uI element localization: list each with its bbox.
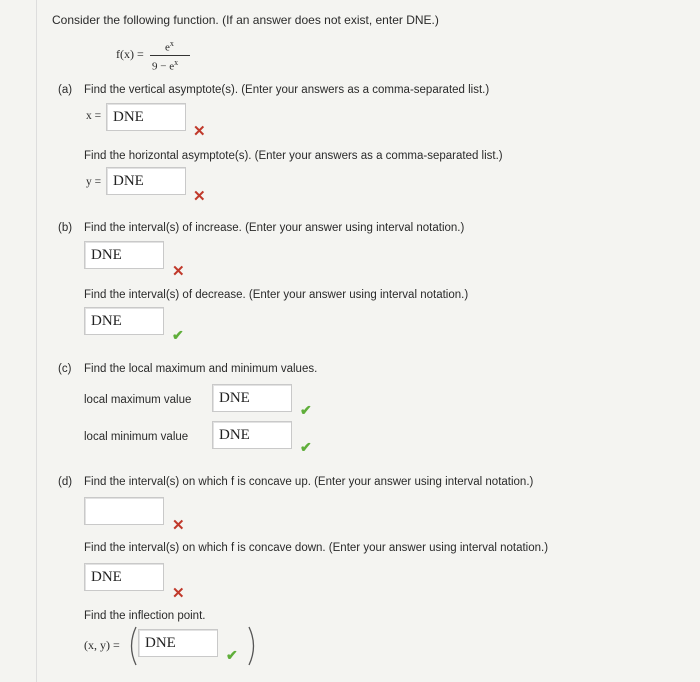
vertical-var-label: x =: [86, 110, 102, 122]
inflection-question: Find the inflection point.: [84, 610, 206, 622]
function-numerator: $e^x$: [165, 39, 174, 54]
local-max-label: local maximum value: [84, 394, 192, 406]
increase-wrong-icon: ✕: [172, 263, 185, 280]
local-max-correct-icon: ✔: [300, 402, 312, 418]
increase-question: Find the interval(s) of increase. (Enter your answer using interval notation.): [84, 222, 465, 234]
intro-text: Consider the following function. (If an answer does not exist, enter DNE.): [52, 13, 439, 27]
concave-up-input[interactable]: [84, 497, 164, 525]
right-paren-icon: [247, 626, 259, 666]
part-c-label: (c): [58, 363, 72, 375]
inflection-correct-icon: ✔: [226, 647, 238, 663]
inflection-lhs: (x, y) =: [84, 638, 120, 652]
local-extrema-question: Find the local maximum and minimum values.: [84, 363, 318, 375]
part-a-label: (a): [58, 84, 73, 96]
local-max-input[interactable]: DNE: [212, 384, 292, 412]
vertical-asymptote-input[interactable]: DNE: [106, 103, 186, 131]
concave-up-question: Find the interval(s) on which f is concave up. (Enter your answer using interval notation.): [84, 476, 534, 488]
function-lhs: f(x) =: [116, 47, 144, 61]
part-b-label: (b): [58, 222, 73, 234]
function-denominator: $9 - e^x$: [152, 58, 179, 73]
decrease-question: Find the interval(s) of decrease. (Enter your answer using interval notation.): [84, 289, 469, 301]
fraction-bar: [150, 55, 190, 56]
part-d-label: (d): [58, 476, 73, 488]
horizontal-asymptote-input[interactable]: DNE: [106, 167, 186, 195]
concave-up-wrong-icon: ✕: [172, 517, 185, 534]
horizontal-asymptote-question: Find the horizontal asymptote(s). (Enter your answers as a comma-separated list.): [84, 150, 503, 162]
local-min-correct-icon: ✔: [300, 439, 312, 455]
horizontal-asymptote-wrong-icon: ✕: [193, 188, 206, 205]
local-min-label: local minimum value: [84, 431, 189, 443]
left-paren-icon: [126, 626, 138, 666]
decrease-input[interactable]: DNE: [84, 307, 164, 335]
inflection-point-input[interactable]: DNE: [138, 629, 218, 657]
concave-down-wrong-icon: ✕: [172, 585, 185, 602]
horizontal-var-label: y =: [86, 176, 102, 188]
concave-down-question: Find the interval(s) on which f is concave down. (Enter your answer using interval notation.): [84, 542, 549, 554]
increase-input[interactable]: DNE: [84, 241, 164, 269]
local-min-input[interactable]: DNE: [212, 421, 292, 449]
decrease-correct-icon: ✔: [172, 327, 184, 343]
vertical-asymptote-question: Find the vertical asymptote(s). (Enter your answers as a comma-separated list.): [84, 84, 490, 96]
concave-down-input[interactable]: DNE: [84, 563, 164, 591]
vertical-asymptote-wrong-icon: ✕: [193, 123, 206, 140]
